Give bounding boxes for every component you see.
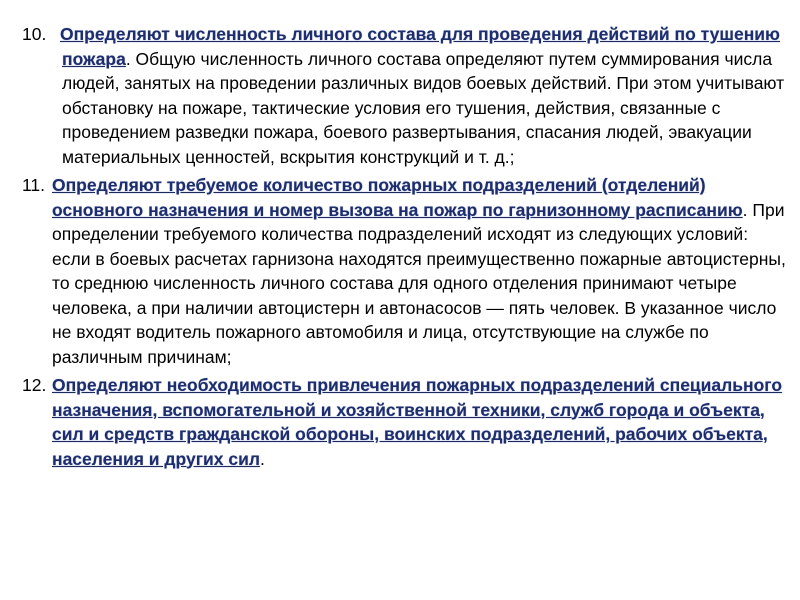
item-body xyxy=(52,173,786,369)
item-number: 12. xyxy=(22,375,47,395)
item-body xyxy=(62,22,786,169)
item-number: 10. xyxy=(22,24,47,44)
item-text: . При определении требуемого количества подразделений исходят из следующих условий: если в боевых расчетах гарнизона находятся преимущественно пожарные автоцистерны, то среднюю численность личного состава для одного отделения принимают четыре человека, а при наличии автоцистерн и автонасосов — пять человек. В указанное число не входят водитель пожарного автомобиля и лица, отсутствующие на службе по различным причинам; xyxy=(52,199,786,367)
item-number: 11. xyxy=(22,175,46,195)
item-body xyxy=(52,373,786,471)
item-heading: Определяют требуемое количество пожарных подразделений (отделений) основного назначения и номер вызова на пожар по гарнизонному расписанию xyxy=(52,175,743,220)
item-heading: Определяют численность личного состава для проведения действий по тушению пожара xyxy=(60,24,781,69)
item-text: . xyxy=(259,448,265,469)
item-text: . Общую численность личного состава определяют путем суммирования числа людей, занятых на проведении различных видов боевых действий. При этом учитывают обстановку на пожаре, тактические условия его тушения, действия, связанные с проведением разведки пожара, боевого развертывания, спасания людей, эвакуации материальных ценностей, вскрытия конструкций и т. д.; xyxy=(62,48,785,167)
list-item-12 xyxy=(22,373,786,471)
list-item-11 xyxy=(22,173,786,369)
item-heading: Определяют необходимость привлечения пожарных подразделений специального назначения, вспомогательной и хозяйственной техники, служб города и объекта, сил и средств гражданской обороны, воинских подразделений, рабочих объекта, населения и других сил xyxy=(52,375,783,469)
list-item-10 xyxy=(22,22,786,169)
